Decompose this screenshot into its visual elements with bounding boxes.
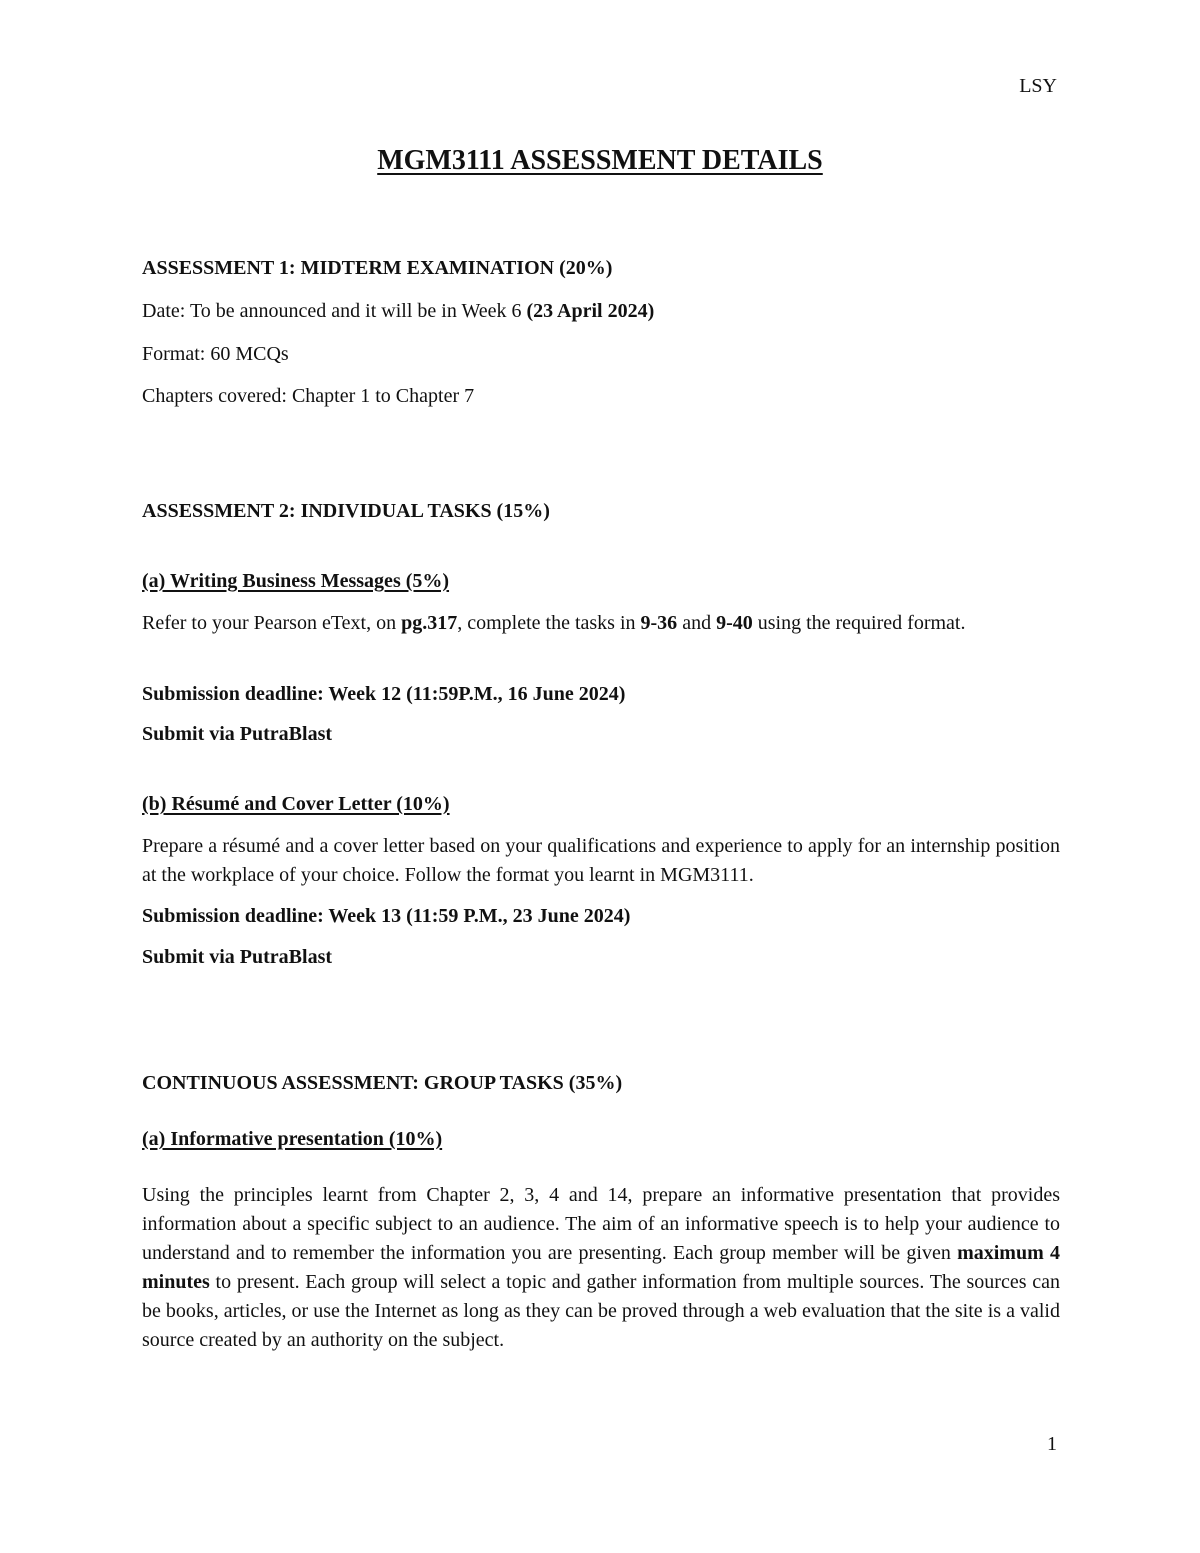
assessment-2b-submit: Submit via PutraBlast bbox=[142, 946, 333, 968]
assessment-2a-text-4: using the required format. bbox=[752, 612, 966, 634]
assessment-2a-task-2: 9-40 bbox=[716, 612, 753, 634]
continuous-assessment-a-text-2: to present. Each group will select a topic and gather information from multiple sources. The sources can be books, articles, or use the Internet as long as they can be proved through a web evaluation that the site is a valid source created by an authority on the subject. bbox=[142, 1271, 1060, 1351]
assessment-1-chapters: Chapters covered: Chapter 1 to Chapter 7 bbox=[142, 385, 475, 407]
assessment-2a-text-1: Refer to your Pearson eText, on bbox=[142, 612, 402, 634]
assessment-2a-text-2: , complete the tasks in bbox=[457, 612, 641, 634]
assessment-2a-subheading: (a) Writing Business Messages (5%) bbox=[142, 570, 450, 592]
assessment-2a-page-ref: pg.317 bbox=[401, 612, 458, 634]
assessment-2a-text-3: and bbox=[677, 612, 717, 634]
continuous-assessment-a-time-limit: maximum 4 minutes bbox=[142, 1242, 1060, 1293]
continuous-assessment-heading: CONTINUOUS ASSESSMENT: GROUP TASKS (35%) bbox=[142, 1072, 623, 1094]
assessment-2a-submit: Submit via PutraBlast bbox=[142, 723, 333, 745]
assessment-2b-body: Prepare a résumé and a cover letter based on your qualifications and experience to apply for an internship position at the workplace of your choice. Follow the format you learnt in MGM3111. bbox=[142, 835, 1060, 886]
assessment-1-heading: ASSESSMENT 1: MIDTERM EXAMINATION (20%) bbox=[142, 257, 613, 279]
assessment-2a-body bbox=[142, 609, 1060, 638]
continuous-assessment-a-text-1: Using the principles learnt from Chapter 2, 3, 4 and 14, prepare an informative presentation that provides information about a specific subject to an audience. The aim of an informative speech is to help your audience to understand and to remember the information you are presenting. Each group member will be given bbox=[142, 1184, 1060, 1264]
assessment-1-date-text: Date: To be announced and it will be in Week 6 bbox=[142, 300, 527, 322]
assessment-2a-deadline: Submission deadline: Week 12 (11:59P.M., 16 June 2024) bbox=[142, 683, 626, 705]
assessment-2a-task-1: 9-36 bbox=[640, 612, 678, 634]
assessment-2b-subheading: (b) Résumé and Cover Letter (10%) bbox=[142, 793, 450, 815]
assessment-1-date-bold: (23 April 2024) bbox=[526, 300, 655, 322]
assessment-2b-deadline: Submission deadline: Week 13 (11:59 P.M., 23 June 2024) bbox=[142, 905, 631, 927]
page-number: 1 bbox=[1047, 1433, 1057, 1455]
assessment-2-heading: ASSESSMENT 2: INDIVIDUAL TASKS (15%) bbox=[142, 500, 550, 522]
assessment-1-date bbox=[142, 297, 1060, 326]
header-initials: LSY bbox=[1019, 75, 1057, 97]
continuous-assessment-a-body bbox=[142, 1181, 1060, 1355]
document-title: MGM3111 ASSESSMENT DETAILS bbox=[377, 145, 823, 176]
assessment-1-format: Format: 60 MCQs bbox=[142, 343, 289, 365]
continuous-assessment-a-subheading: (a) Informative presentation (10%) bbox=[142, 1128, 443, 1150]
